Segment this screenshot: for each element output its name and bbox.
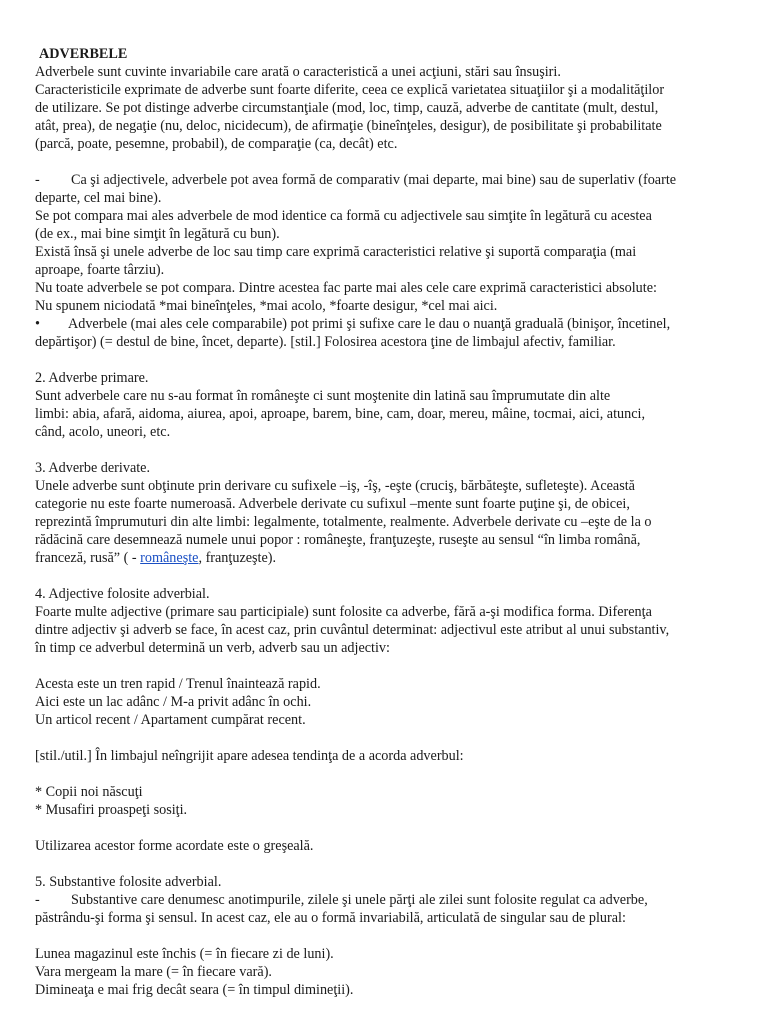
- example-line: Acesta este un tren rapid / Trenul înaintează rapid.: [35, 676, 321, 692]
- wrong-example: * Musafiri proaspeţi sosiţi.: [35, 802, 188, 818]
- page-title: ADVERBELE: [39, 46, 128, 62]
- text-line: Există însă şi unele adverbe de loc sau timp care exprimă caracteristici relative şi suportă comparaţia (mai: [35, 244, 637, 260]
- example-line: Dimineaţa e mai frig decât seara (= în timpul dimineţii).: [35, 982, 354, 998]
- document-body: [35, 45, 761, 999]
- substantive-section: [35, 873, 761, 999]
- dash-marker: -: [35, 172, 40, 188]
- text-line: (de ex., mai bine simţit în legătură cu bun).: [35, 226, 280, 242]
- example-line: Un articol recent / Apartament cumpărat recent.: [35, 712, 306, 728]
- text-line: reprezintă împrumuturi din alte limbi: legalmente, totalmente, realmente. Adverbele derivate cu –eşte de la o: [35, 514, 652, 530]
- bullet-marker: •: [35, 316, 40, 332]
- text-line: (parcă, poate, pesemne, probabil), de comparaţie (ca, decât) etc.: [35, 136, 398, 152]
- dash-item: [35, 891, 761, 909]
- section-heading: 3. Adverbe derivate.: [35, 460, 151, 476]
- primare-section: [35, 369, 761, 441]
- text-line: Adverbele (mai ales cele comparabile) pot primi şi sufixe care le dau o nuanţă graduală (binişor, încetinel,: [68, 316, 671, 332]
- text-line: în timp ce adverbul determină un verb, adverb sau un adjectiv:: [35, 640, 390, 656]
- text-segment: franceză, rusă” ( -: [35, 550, 141, 566]
- text-line: Adverbele sunt cuvinte invariabile care arată o caracteristică a unei acţiuni, stări sau însuşiri.: [35, 64, 561, 80]
- text-line: Substantive care denumesc anotimpurile, zilele şi unele părţi ale zilei sunt folosite regulat ca adverbe,: [71, 892, 648, 908]
- bullet-item: [35, 315, 761, 333]
- text-line: Nu spunem niciodată *mai bineînţeles, *mai acolo, *foarte desigur, *cel mai aici.: [35, 298, 498, 314]
- wrong-example: * Copii noi născuţi: [35, 784, 143, 800]
- text-line: Foarte multe adjective (primare sau participiale) sunt folosite ca adverbe, fără a-şi modifica forma. Diferenţa: [35, 604, 652, 620]
- text-line: de utilizare. Se pot distinge adverbe circumstanţiale (mod, loc, timp, cauză, adverbe de cantitate (mult, destul,: [35, 100, 659, 116]
- text-line: Unele adverbe sunt obţinute prin derivare cu sufixele –iş, -îş, -eşte (cruciş, bărbăteşte, sufleteşte). Această: [35, 478, 635, 494]
- text-line: Nu toate adverbele se pot compara. Dintre acestea fac parte mai ales cele care exprimă caracteristici absolute:: [35, 280, 657, 296]
- romaneste-link[interactable]: româneşte: [140, 550, 199, 566]
- text-line: Ca şi adjectivele, adverbele pot avea formă de comparativ (mai departe, mai bine) sau de superlativ (foarte: [71, 172, 677, 188]
- text-line: aproape, foarte târziu).: [35, 262, 165, 278]
- section-heading: 2. Adverbe primare.: [35, 370, 149, 386]
- text-segment: , franţuzeşte).: [198, 550, 277, 566]
- text-line: Se pot compara mai ales adverbele de mod identice ca formă cu adjectivele sau simţite în legătură cu acestea: [35, 208, 652, 224]
- text-line: atât, prea), de negaţie (nu, deloc, nicidecum), de afirmaţie (bineînţeles, desigur), de posibilitate şi probabilitate: [35, 118, 662, 134]
- section-heading: 4. Adjective folosite adverbial.: [35, 586, 210, 602]
- dash-item: [35, 171, 761, 189]
- dash-marker: -: [35, 892, 40, 908]
- text-line: categorie nu este foarte numeroasă. Adverbele derivate cu sufixul –mente sunt foarte puţine şi, de obicei,: [35, 496, 630, 512]
- text-line: rădăcină care desemnează numele unui popor : româneşte, franţuzeşte, ruseşte au sensul “în limba română,: [35, 532, 641, 548]
- intro-paragraph: [35, 63, 761, 153]
- text-line: departe, cel mai bine).: [35, 190, 162, 206]
- text-line: când, acolo, uneori, etc.: [35, 424, 171, 440]
- text-line: depărtişor) (= destul de bine, încet, departe). [stil.] Folosirea acestora ţine de limbajul afectiv, familiar.: [35, 334, 616, 350]
- conclusion-line: Utilizarea acestor forme acordate este o greşeală.: [35, 838, 314, 854]
- text-line: păstrându-şi forma şi sensul. In acest caz, ele au o formă invariabilă, articulată de singular sau de plural:: [35, 910, 626, 926]
- text-line: Caracteristicile exprimate de adverbe sunt foarte diferite, ceea ce explică varietatea situaţiilor şi a modalităţilor: [35, 82, 665, 98]
- comparison-section: [35, 171, 761, 315]
- example-line: Lunea magazinul este închis (= în fiecare zi de luni).: [35, 946, 334, 962]
- text-line: limbi: abia, afară, aidoma, aiurea, apoi, aproape, barem, bine, cam, doar, mereu, mâine, tocmai, aici, atunci,: [35, 406, 646, 422]
- section-heading: 5. Substantive folosite adverbial.: [35, 874, 222, 890]
- example-line: Vara mergeam la mare (= în fiecare vară).: [35, 964, 272, 980]
- derivate-section: [35, 459, 761, 567]
- text-line: Sunt adverbele care nu s-au format în româneşte ci sunt moştenite din latină sau împrumutate din alte: [35, 388, 611, 404]
- adjective-section: [35, 585, 761, 855]
- suffixes-section: [35, 315, 761, 351]
- text-line: dintre adjectiv şi adverb se face, în acest caz, prin cuvântul determinat: adjectivul este atribut al unui substantiv,: [35, 622, 670, 638]
- text-line: [35, 549, 761, 567]
- example-line: Aici este un lac adânc / M-a privit adânc în ochi.: [35, 694, 312, 710]
- style-note: [stil./util.] În limbajul neîngrijit apare adesea tendinţa de a acorda adverbul:: [35, 748, 464, 764]
